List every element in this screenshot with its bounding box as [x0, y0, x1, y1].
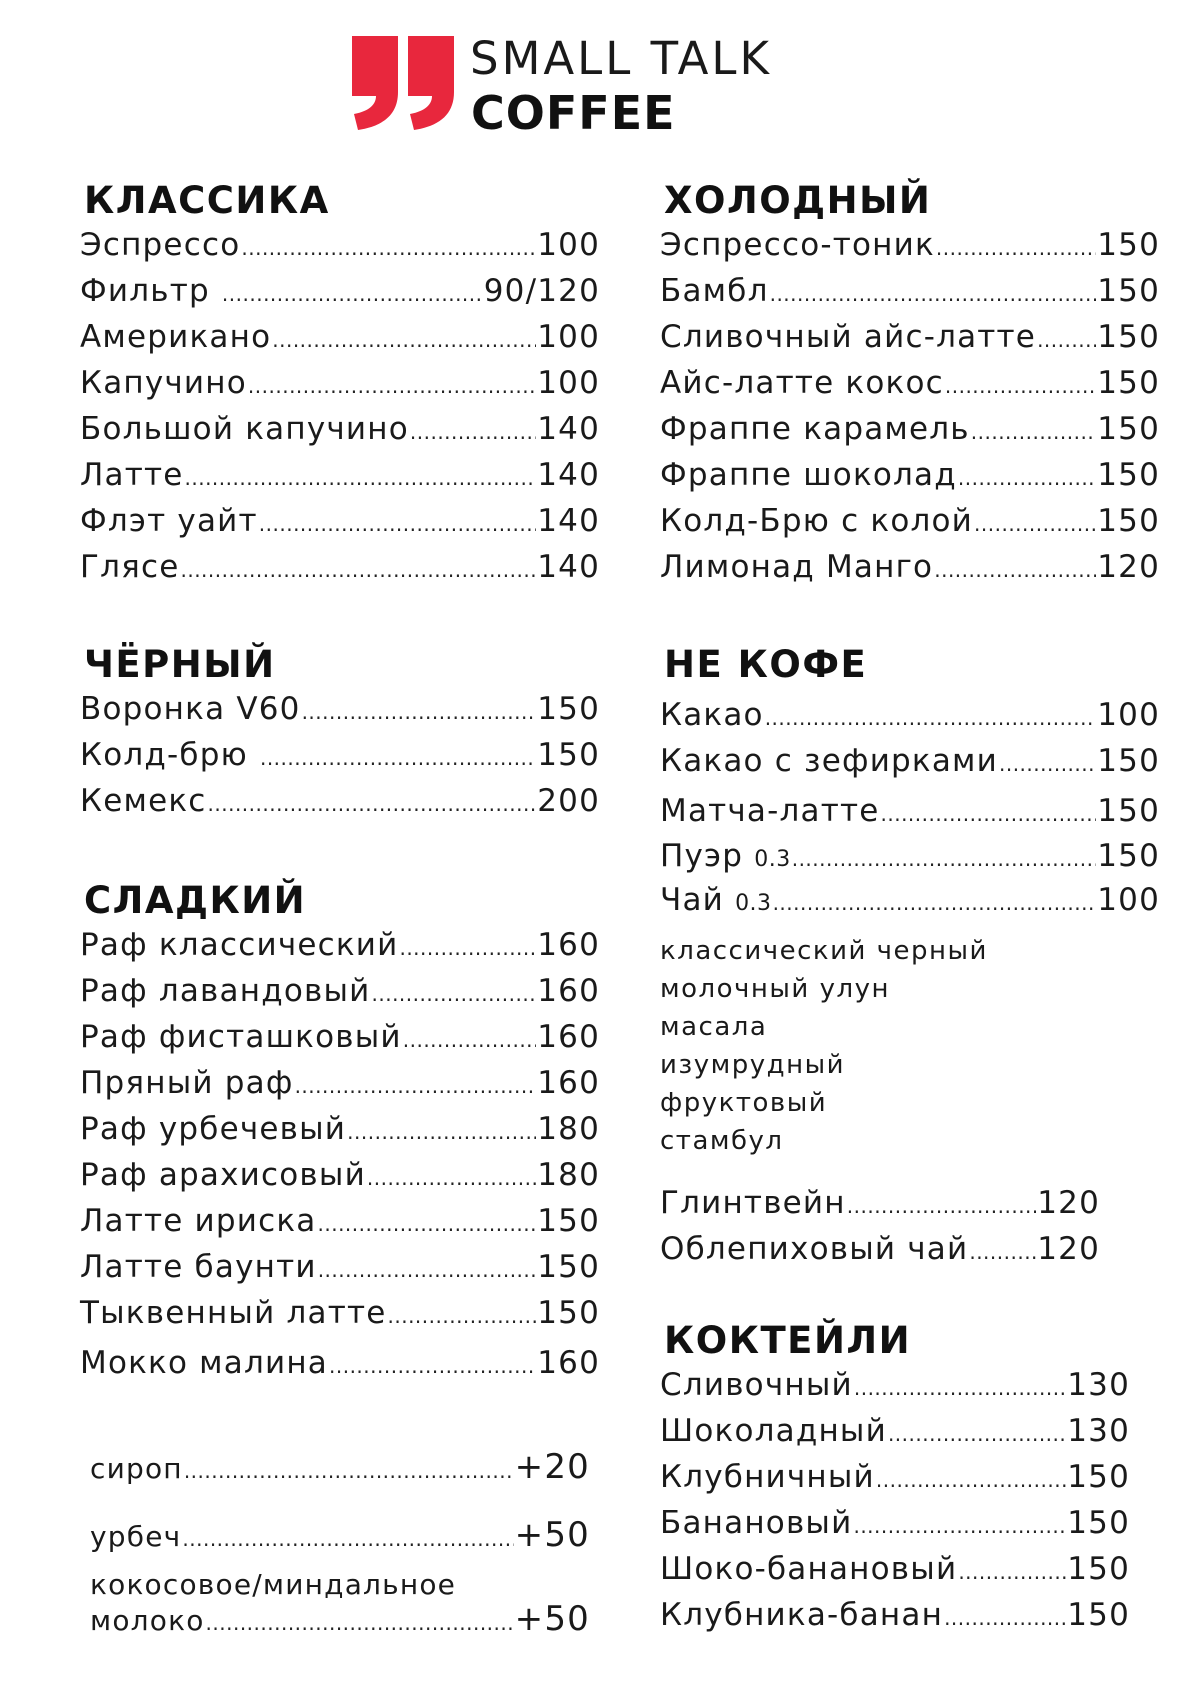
item-name: Пряный раф	[80, 1065, 294, 1101]
menu-item	[80, 924, 600, 970]
menu-item	[80, 454, 600, 500]
item-price: 100	[537, 319, 600, 355]
item-name: Колд-Брю с колой	[660, 503, 974, 539]
item-name: Клубника-банан	[660, 1597, 944, 1633]
menu-item	[660, 740, 1160, 786]
item-price: 150	[537, 691, 600, 727]
brand-name-line1: SMALL TALK	[470, 32, 772, 85]
section-classic	[80, 178, 600, 592]
item-price: 150	[1097, 743, 1160, 779]
tea-variety: изумрудный	[660, 1050, 846, 1080]
item-name: Эспрессо	[80, 227, 241, 263]
menu-item	[80, 1246, 600, 1292]
menu-item	[660, 880, 1160, 924]
extra-price: +50	[514, 1599, 590, 1639]
menu-item	[660, 362, 1160, 408]
item-name: Глясе	[80, 549, 180, 585]
menu-item	[660, 316, 1160, 362]
item-name: Тыквенный латте	[80, 1295, 387, 1331]
item-price: 90/120	[483, 273, 600, 309]
item-price: 150	[1097, 457, 1160, 493]
menu-item	[80, 1016, 600, 1062]
item-price: 150	[1097, 365, 1160, 401]
item-name: Чай	[660, 882, 724, 918]
item-name: Банановый	[660, 1505, 853, 1541]
item-price: 150	[537, 1249, 600, 1285]
item-price: 120	[1037, 1185, 1100, 1221]
menu-item	[660, 408, 1160, 454]
tea-variety: масала	[660, 1012, 768, 1042]
menu-item	[80, 500, 600, 546]
menu-item	[660, 546, 1160, 592]
extra-item	[90, 1515, 590, 1556]
item-name: Американо	[80, 319, 272, 355]
item-name: Матча-латте	[660, 793, 880, 829]
section-title: ЧЁРНЫЙ	[84, 643, 276, 686]
item-price: 140	[537, 549, 600, 585]
item-price: 150	[1097, 273, 1160, 309]
extra-name: молоко	[90, 1604, 205, 1637]
menu-item	[660, 1502, 1130, 1548]
item-name: Мокко малина	[80, 1345, 328, 1381]
item-price: 150	[1067, 1597, 1130, 1633]
menu-item	[80, 1154, 600, 1200]
tea-variety: молочный улун	[660, 974, 890, 1004]
item-name: Раф лавандовый	[80, 973, 371, 1009]
menu-item	[660, 1410, 1130, 1456]
item-name: Колд-брю	[80, 737, 259, 773]
item-price: 150	[1097, 503, 1160, 539]
item-name: Лимонад Манго	[660, 549, 934, 585]
item-name: Фильтр	[80, 273, 221, 309]
menu-item	[80, 408, 600, 454]
item-name: Облепиховый чай	[660, 1231, 969, 1267]
extra-item	[90, 1599, 590, 1640]
menu-item	[660, 1228, 1100, 1274]
item-name: Глинтвейн	[660, 1185, 846, 1221]
item-price: 150	[1067, 1505, 1130, 1541]
item-name: Латте баунти	[80, 1249, 317, 1285]
item-price: 120	[1037, 1231, 1100, 1267]
item-price: 180	[537, 1111, 600, 1147]
extra-price: +50	[514, 1515, 590, 1555]
menu-item	[660, 1548, 1130, 1594]
menu-item	[80, 1108, 600, 1154]
item-name: Раф урбечевый	[80, 1111, 347, 1147]
menu-item	[80, 1062, 600, 1108]
menu-item	[660, 1182, 1100, 1228]
item-price: 150	[1067, 1459, 1130, 1495]
item-price: 140	[537, 503, 600, 539]
item-volume-note: 0.3	[735, 891, 772, 916]
tea-list	[660, 932, 1160, 1160]
section-extras	[80, 1447, 590, 1640]
brand-name-line2: COFFEE	[471, 86, 676, 140]
item-price: 160	[537, 927, 600, 963]
menu-item	[80, 316, 600, 362]
section-title: КОКТЕЙЛИ	[664, 1319, 912, 1362]
item-name: Раф классический	[80, 927, 399, 963]
item-price: 100	[537, 227, 600, 263]
section-black	[80, 642, 600, 826]
section-title: НЕ КОФЕ	[664, 643, 868, 686]
item-name: Фраппе шоколад	[660, 457, 957, 493]
item-price: 150	[1097, 793, 1160, 829]
item-name: Клубничный	[660, 1459, 875, 1495]
item-price: 100	[537, 365, 600, 401]
menu-item	[660, 1594, 1130, 1640]
tea-variety: стамбул	[660, 1126, 784, 1156]
item-name: Шоколадный	[660, 1413, 887, 1449]
section-title: СЛАДКИЙ	[84, 879, 307, 922]
section-title: ХОЛОДНЫЙ	[664, 179, 932, 222]
brand-logo	[340, 28, 820, 148]
section-not-coffee	[660, 642, 1160, 1274]
item-name: Воронка V60	[80, 691, 301, 727]
item-name: Капучино	[80, 365, 247, 401]
item-name: Латте ириска	[80, 1203, 317, 1239]
item-name: Фраппе карамель	[660, 411, 970, 447]
item-price: 160	[537, 973, 600, 1009]
item-price: 150	[1097, 838, 1160, 874]
menu-item	[80, 362, 600, 408]
extra-price: +20	[514, 1447, 590, 1487]
item-price: 150	[1097, 319, 1160, 355]
menu-item	[660, 270, 1160, 316]
item-price: 100	[1097, 882, 1160, 918]
menu-item	[80, 1342, 600, 1388]
item-price: 140	[537, 411, 600, 447]
item-name: Бамбл	[660, 273, 769, 309]
item-name: Раф арахисовый	[80, 1157, 366, 1193]
item-name: Айс-латте кокос	[660, 365, 944, 401]
item-name: Сливочный	[660, 1367, 853, 1403]
extra-item	[90, 1447, 590, 1488]
item-name: Флэт уайт	[80, 503, 258, 539]
menu-item	[660, 500, 1160, 546]
item-name: Какао с зефирками	[660, 743, 998, 779]
item-price: 140	[537, 457, 600, 493]
menu-item	[660, 454, 1160, 500]
extra-name-line1: кокосовое/миндальное	[90, 1568, 457, 1601]
menu-item	[660, 1364, 1130, 1410]
section-title: КЛАССИКА	[84, 179, 330, 222]
item-volume-note: 0.3	[754, 847, 791, 872]
item-price: 160	[537, 1345, 600, 1381]
item-name: Сливочный айс-латте	[660, 319, 1037, 355]
section-cocktails	[660, 1318, 1130, 1640]
menu-item	[80, 734, 600, 780]
item-name: Пуэр	[660, 838, 744, 874]
section-cold	[660, 178, 1160, 592]
menu-left-column	[80, 178, 600, 1640]
extra-name: урбеч	[90, 1520, 182, 1553]
menu-item	[660, 1456, 1130, 1502]
item-price: 130	[1067, 1413, 1130, 1449]
item-name: Шоко-банановый	[660, 1551, 958, 1587]
menu-item	[660, 224, 1160, 270]
extra-name: сироп	[90, 1452, 183, 1485]
item-name: Кемекс	[80, 783, 207, 819]
hot-drinks	[660, 1182, 1100, 1274]
menu-item	[80, 970, 600, 1016]
item-price: 180	[537, 1157, 600, 1193]
section-sweet	[80, 878, 600, 1388]
item-name: Какао	[660, 697, 764, 733]
menu-item	[80, 224, 600, 270]
menu-item	[660, 790, 1160, 836]
menu-item	[80, 688, 600, 734]
item-name: Большой капучино	[80, 411, 409, 447]
item-price: 150	[1067, 1551, 1130, 1587]
menu-item	[660, 836, 1160, 880]
item-name: Эспрессо-тоник	[660, 227, 935, 263]
menu-item	[80, 780, 600, 826]
item-price: 120	[1097, 549, 1160, 585]
menu-item	[80, 270, 600, 316]
item-price: 150	[537, 1203, 600, 1239]
menu-item	[80, 546, 600, 592]
item-price: 130	[1067, 1367, 1130, 1403]
item-name: Латте	[80, 457, 184, 493]
item-price: 150	[537, 737, 600, 773]
item-price: 150	[537, 1295, 600, 1331]
quote-mark-logo-icon	[348, 34, 458, 130]
menu-item	[80, 1292, 600, 1338]
menu-right-column	[660, 178, 1160, 1640]
item-price: 150	[1097, 411, 1160, 447]
tea-variety: фруктовый	[660, 1088, 828, 1118]
tea-variety: классический черный	[660, 936, 988, 966]
item-name: Раф фисташковый	[80, 1019, 402, 1055]
item-price: 150	[1097, 227, 1160, 263]
item-price: 200	[537, 783, 600, 819]
item-price: 100	[1097, 697, 1160, 733]
menu-item	[660, 694, 1160, 740]
item-price: 160	[537, 1065, 600, 1101]
item-price: 160	[537, 1019, 600, 1055]
menu-item	[80, 1200, 600, 1246]
